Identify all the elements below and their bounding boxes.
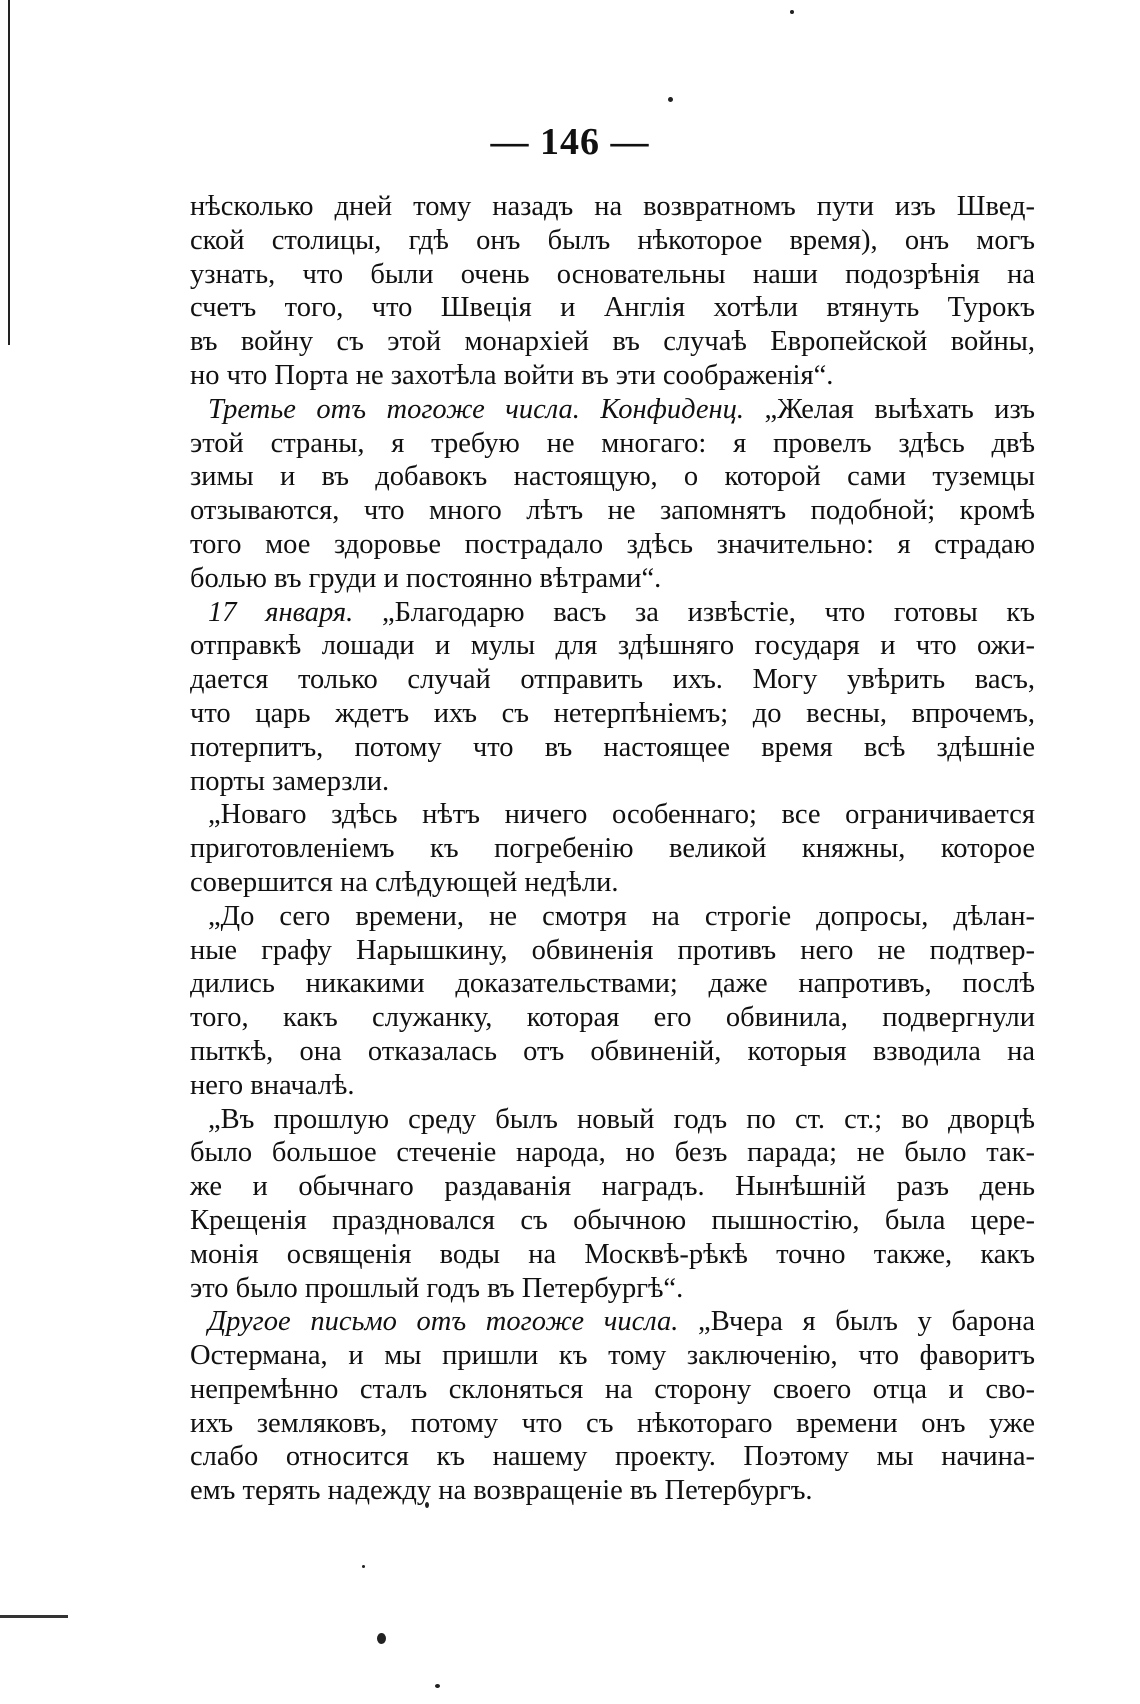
text-line: что царь ждетъ ихъ съ нетерпѣніемъ; до весны, впрочемъ, <box>190 697 1035 729</box>
text-line: зимы и въ добавокъ настоящую, о которой сами туземцы <box>190 461 1035 493</box>
text-line: емъ терять надежду на возвращеніе въ Петербургъ. <box>190 1475 813 1507</box>
text-line: это было прошлый годъ въ Петербургѣ“. <box>190 1272 684 1304</box>
letter-heading: Третье отъ тогоже числа. Конфиденц. <box>208 393 745 425</box>
text-line: но что Порта не захотѣла войти въ эти соображенія“. <box>190 359 834 391</box>
scan-bottom-mark <box>0 1615 68 1618</box>
letter-heading: Другое письмо отъ тогоже числа. <box>208 1306 679 1338</box>
text-line: монія освященія воды на Москвѣ-рѣкѣ точно также, какъ <box>190 1238 1035 1270</box>
text-line: дается только случай отправить ихъ. Могу увѣрить васъ, <box>190 664 1035 696</box>
text-line: того, какъ служанку, которая его обвинила, подвергнули <box>190 1002 1035 1034</box>
text-line: этой страны, я требую не многаго: я провелъ здѣсь двѣ <box>190 427 1035 459</box>
paragraph <box>190 1305 1035 1508</box>
text-line: непремѣнно сталъ склоняться на сторону своего отца и сво- <box>190 1373 1035 1405</box>
text-line-rest: „Вчера я былъ у барона <box>678 1306 1035 1338</box>
text-line-rest: „Благодарю васъ за извѣстіе, что готовы къ <box>353 596 1035 628</box>
text-line: порты замерзли. <box>190 765 390 797</box>
text-line <box>190 393 1035 427</box>
paragraph <box>190 596 1035 799</box>
paragraph <box>190 1103 1035 1306</box>
text-line: ской столицы, гдѣ онъ былъ нѣкоторое время), онъ могъ <box>190 224 1035 256</box>
text-line: „До сего времени, не смотря на строгіе допросы, дѣлан- <box>208 900 1035 932</box>
text-line-rest: „Желая выѣхать изъ <box>744 393 1035 425</box>
page-number: — 146 — <box>490 121 650 163</box>
text-line: отправкѣ лошади и мулы для здѣшняго государя и что ожи- <box>190 630 1035 662</box>
paragraph <box>190 190 1035 393</box>
text-line: дились никакими доказательствами; даже напротивъ, послѣ <box>190 968 1035 1000</box>
text-line <box>190 596 1035 630</box>
text-line: „Въ прошлую среду былъ новый годъ по ст. ст.; во дворцѣ <box>208 1103 1035 1135</box>
text-line: узнать, что были очень основательны наши подозрѣнія на <box>190 258 1035 290</box>
scan-speck <box>790 10 794 14</box>
paragraph <box>190 393 1035 596</box>
scan-speck <box>362 1565 365 1568</box>
scan-speck <box>435 1684 440 1688</box>
text-line: счетъ того, что Швеція и Англія хотѣли втянуть Турокъ <box>190 292 1035 324</box>
text-line: слабо относится къ нашему проекту. Поэтому мы начина- <box>190 1441 1035 1473</box>
scan-left-edge <box>8 0 10 345</box>
text-line: нѣсколько дней тому назадъ на возвратномъ пути изъ Швед- <box>190 191 1035 222</box>
text-line: въ войну съ этой монархіей въ случаѣ Европейской войны, <box>190 326 1035 358</box>
text-line: совершится на слѣдующей недѣли. <box>190 866 619 898</box>
text-line: ихъ земляковъ, потому что съ нѣкотораго времени онъ уже <box>190 1407 1035 1439</box>
text-line: потерпитъ, потому что въ настоящее время всѣ здѣшніе <box>190 731 1035 763</box>
letter-date: 17 января. <box>208 596 354 628</box>
text-line: Остермана, и мы пришли къ тому заключенію, что фаворитъ <box>190 1340 1035 1372</box>
text-line: же и обычнаго раздаванія наградъ. Нынѣшній разъ день <box>190 1171 1035 1203</box>
page-body <box>190 190 1035 1508</box>
text-line: было большое стеченіе народа, но безъ парада; не было так- <box>190 1137 1035 1169</box>
paragraph <box>190 900 1035 1103</box>
text-line <box>190 1305 1035 1339</box>
text-line: пыткѣ, она отказалась отъ обвиненій, которыя взводила на <box>190 1035 1035 1067</box>
scan-speck <box>668 97 673 102</box>
scan-speck <box>377 1633 386 1644</box>
text-line: него вначалѣ. <box>190 1069 355 1101</box>
text-line: того мое здоровье пострадало здѣсь значительно: я страдаю <box>190 528 1035 560</box>
text-line: приготовленіемъ къ погребенію великой княжны, которое <box>190 833 1035 865</box>
text-line: ные графу Нарышкину, обвиненія противъ него не подтвер- <box>190 934 1035 966</box>
text-line: болью въ груди и постоянно вѣтрами“. <box>190 562 662 594</box>
text-line: Крещенія праздновался съ обычною пышностію, была цере- <box>190 1204 1035 1236</box>
text-line: „Новаго здѣсь нѣтъ ничего особеннаго; все ограничивается <box>208 799 1035 831</box>
paragraph <box>190 798 1035 899</box>
text-line: отзываются, что много лѣтъ не запомнятъ подобной; кромѣ <box>190 495 1035 527</box>
